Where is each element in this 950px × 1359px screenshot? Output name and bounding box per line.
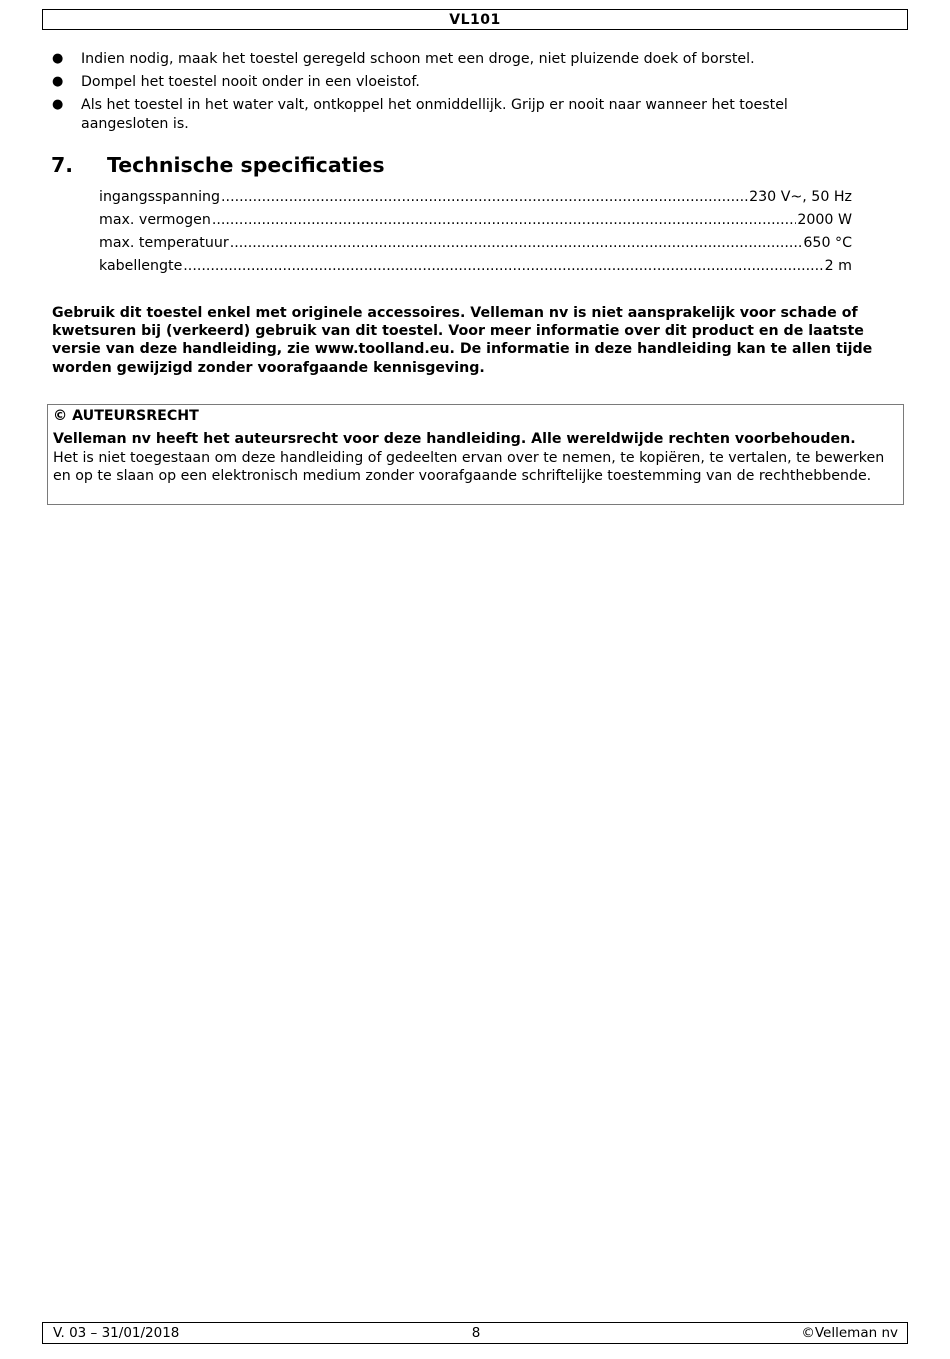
list-item: ● Indien nodig, maak het toestel geregeld schoon met een droge, niet pluizende doek of borstel. <box>52 51 755 67</box>
page-footer <box>42 1322 908 1344</box>
page-header <box>42 9 908 30</box>
bullet-icon: ● <box>52 97 64 112</box>
section-heading <box>51 152 385 178</box>
spec-row <box>99 188 852 211</box>
maintenance-list <box>52 50 852 138</box>
section-number: 7. <box>51 153 74 177</box>
spec-value: 2 m <box>824 258 852 274</box>
dot-leader <box>212 211 796 229</box>
spec-label: max. temperatuur <box>99 235 229 251</box>
spec-value: 2000 W <box>797 212 852 228</box>
copyright-statement: Velleman nv heeft het auteursrecht voor deze handleiding. Alle wereldwijde rechten voorbehouden. <box>53 431 856 447</box>
spec-label: kabellengte <box>99 258 183 274</box>
copyright-box <box>47 404 904 505</box>
spec-label: ingangsspanning <box>99 189 221 205</box>
bullet-icon: ● <box>52 74 64 89</box>
section-title: Technische specificaties <box>107 153 385 177</box>
list-item: ● Dompel het toestel nooit onder in een vloeistof. <box>52 74 420 90</box>
spec-row <box>99 234 852 257</box>
spec-table <box>99 188 852 280</box>
spec-value: 650 °C <box>803 235 852 251</box>
dot-leader <box>221 188 748 206</box>
dot-leader <box>183 257 823 275</box>
footer-brand: ©Velleman nv <box>801 1325 898 1341</box>
copyright-body: Het is niet toegestaan om deze handleiding of gedeelten ervan over te nemen, te kopiëren, te vertalen, te bewerken en op te slaan op een elektronisch medium zonder voorafgaande schriftelijke toestemming van de rechthebbende. <box>53 450 885 484</box>
model-name: VL101 <box>449 12 501 28</box>
page-number: 8 <box>471 1325 481 1341</box>
spec-row <box>99 211 852 234</box>
dot-leader <box>230 234 803 252</box>
spec-value: 230 V~, 50 Hz <box>749 189 852 205</box>
spec-label: max. vermogen <box>99 212 211 228</box>
spec-row <box>99 257 852 280</box>
bullet-icon: ● <box>52 51 64 66</box>
version-date: V. 03 – 31/01/2018 <box>53 1325 180 1341</box>
copyright-title: © AUTEURSRECHT <box>53 408 199 424</box>
list-item: ● Als het toestel in het water valt, ontkoppel het onmiddellijk. Grijp er nooit naar wanneer het toestel aangesloten is. <box>52 97 788 132</box>
accessory-notice: Gebruik dit toestel enkel met originele accessoires. Velleman nv is niet aansprakelijk voor schade of kwetsuren bij (verkeerd) gebruik van dit toestel. Voor meer informatie over dit product en de laatste versie van deze handleiding, zie www.toolland.eu. De informatie in deze handleiding kan te allen tijde worden gewijzigd zonder voorafgaande kennisgeving. <box>52 305 873 376</box>
